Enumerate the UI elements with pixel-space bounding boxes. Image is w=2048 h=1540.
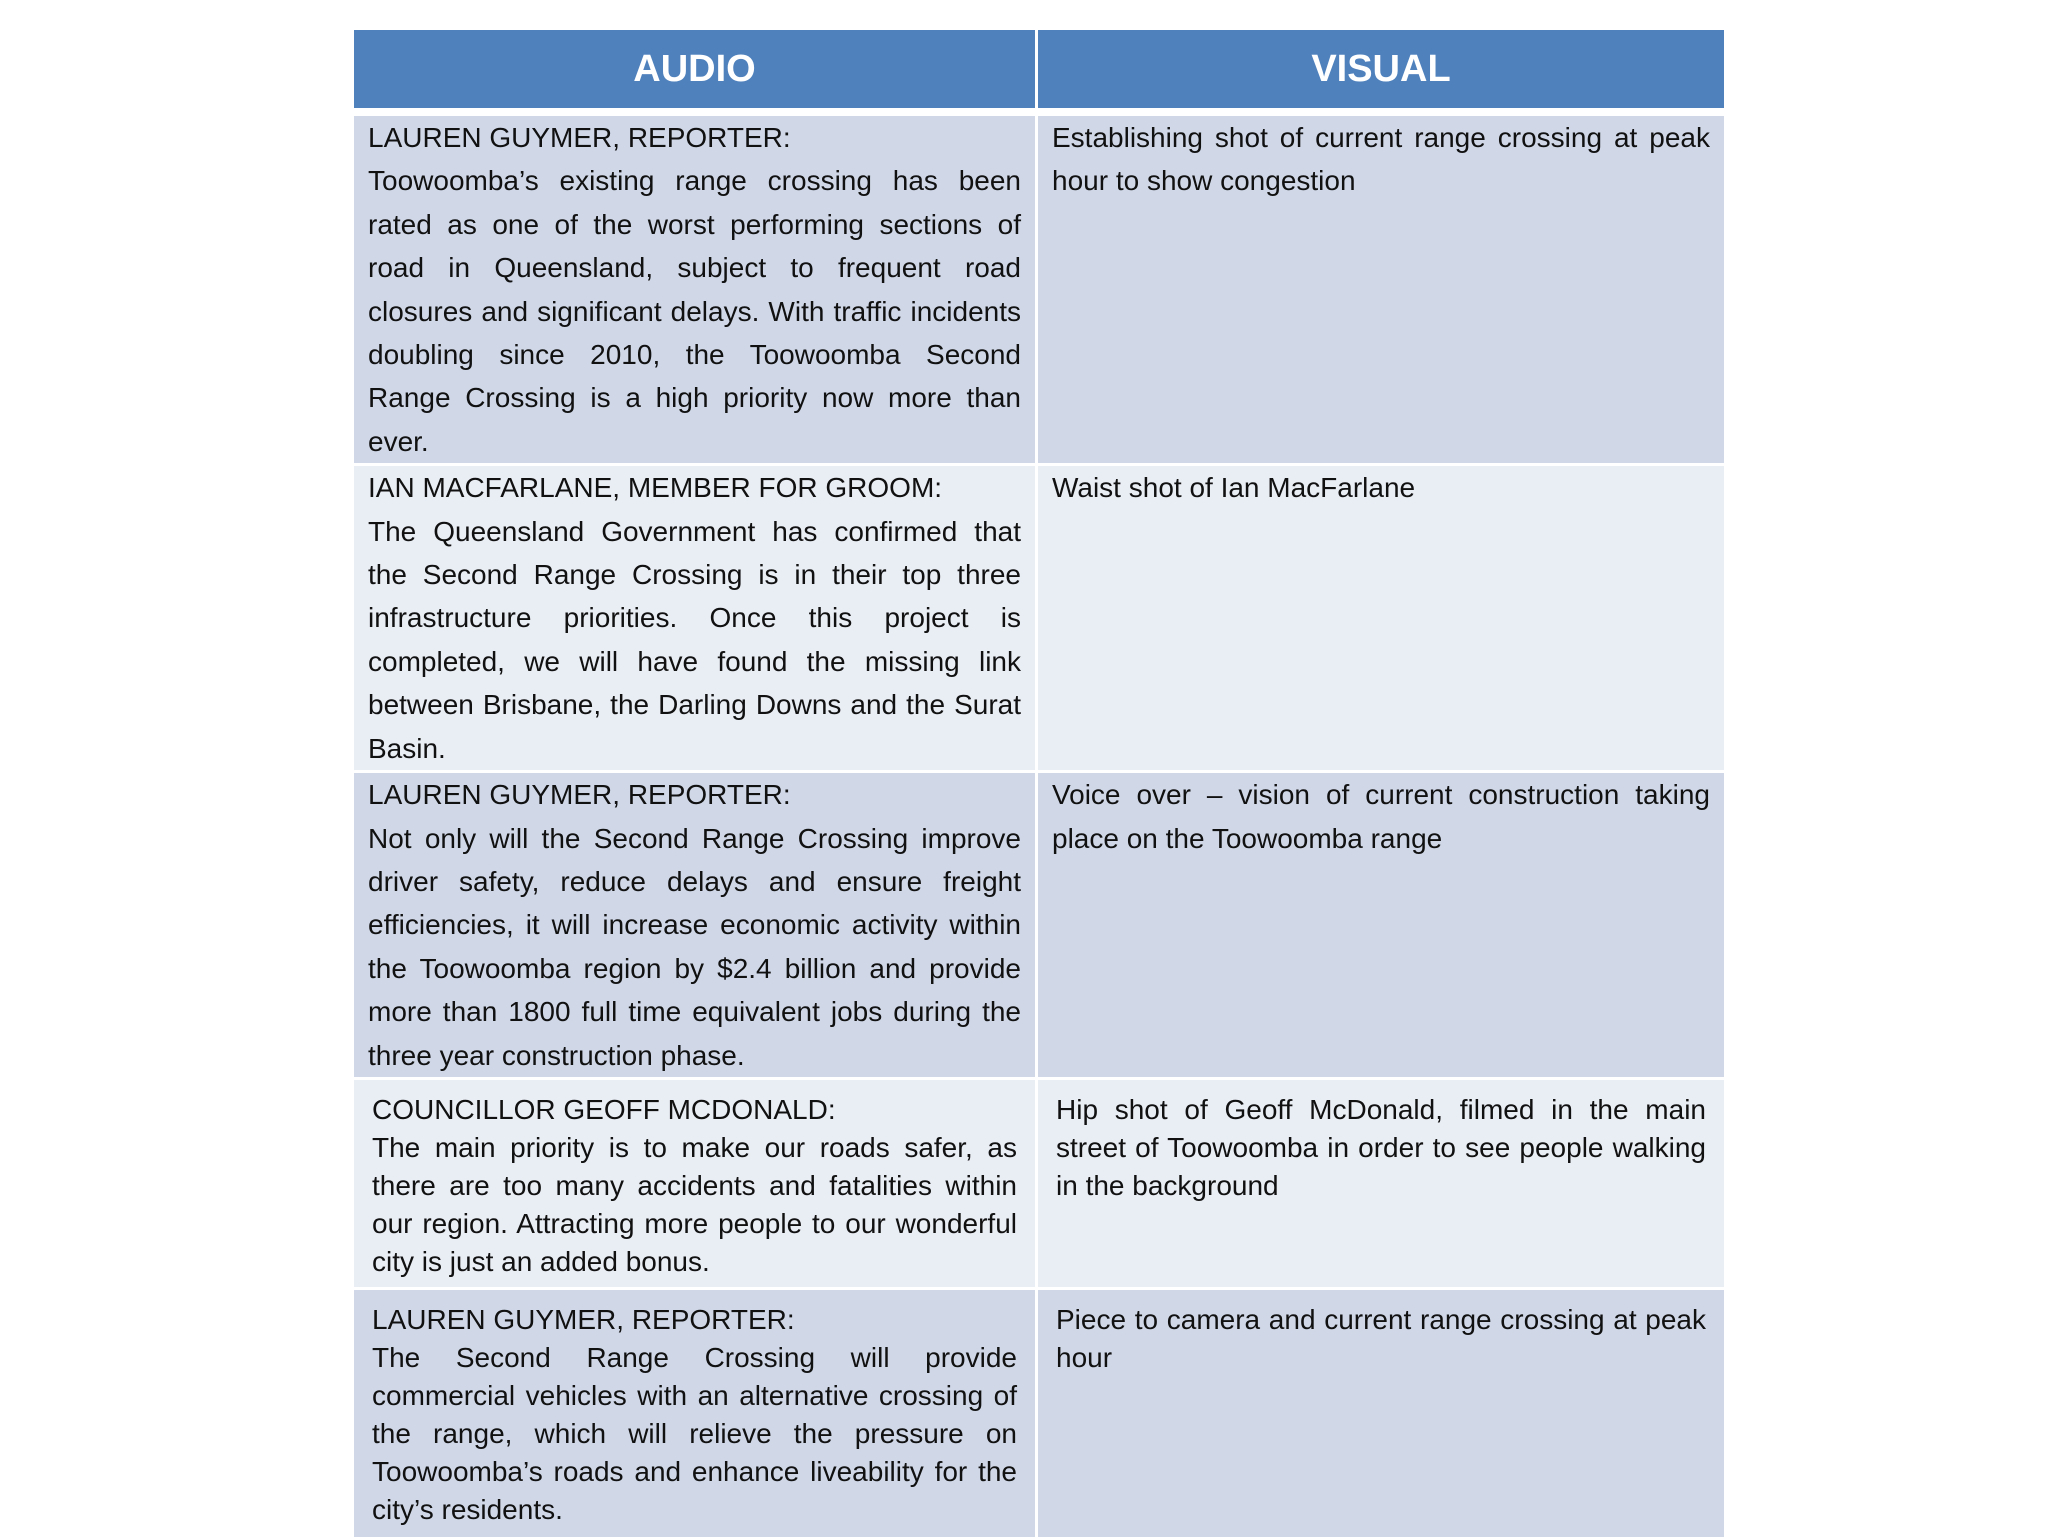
audio-cell [353,465,1037,772]
audio-text: The Second Range Crossing will provide commercial vehicles with an alternative crossing of the range, which will relieve the pressure on Toowoomba’s roads and enhance liveability for the city’s residents. [372,1341,1017,1525]
visual-column-header: VISUAL [1037,29,1726,113]
audio-cell [353,1078,1037,1288]
audio-text: Not only will the Second Range Crossing improve driver safety, reduce delays and ensure freight efficiencies, it will increase economic activity within the Toowoomba region by $2.4 billion and provide more than 1800 full time equivalent jobs during the three year construction phase. [368,822,1021,1071]
table-row [353,1288,1726,1538]
speaker-label: LAUREN GUYMER, REPORTER: [372,1303,795,1335]
audio-cell [353,1288,1037,1538]
table-row [353,772,1726,1079]
speaker-label: LAUREN GUYMER, REPORTER: [368,122,791,153]
visual-cell: Waist shot of Ian MacFarlane [1037,465,1726,772]
audio-text: The Queensland Government has confirmed that the Second Range Crossing is in their top three infrastructure priorities. Once this project is completed, we will have found the missing link between Brisbane, the Darling Downs and the Surat Basin. [368,515,1021,764]
speaker-label: LAUREN GUYMER, REPORTER: [368,779,791,811]
visual-cell: Voice over – vision of current construction taking place on the Toowoomba range [1037,772,1726,1079]
script-table [351,27,1727,1540]
visual-cell: Hip shot of Geoff McDonald, filmed in the main street of Toowoomba in order to see people walking in the background [1037,1078,1726,1288]
speaker-label: IAN MACFARLANE, MEMBER FOR GROOM: [368,472,943,504]
table-row [353,112,1726,465]
visual-cell: Establishing shot of current range crossing at peak hour to show congestion [1037,112,1726,465]
audio-cell [353,112,1037,465]
speaker-label: COUNCILLOR GEOFF MCDONALD: [372,1093,836,1125]
audio-text: Toowoomba’s existing range crossing has been rated as one of the worst performing sections of road in Queensland, subject to frequent road closures and significant delays. With traffic incidents doubling since 2010, the Toowoomba Second Range Crossing is a high priority now more than ever. [368,165,1021,457]
table-row [353,1078,1726,1288]
audio-cell [353,772,1037,1079]
audio-text: The main priority is to make our roads safer, as there are too many accidents and fatalities within our region. Attracting more people to our wonderful city is just an added bonus. [372,1131,1017,1277]
audio-column-header: AUDIO [353,29,1037,113]
table-row [353,465,1726,772]
header-row [353,29,1726,113]
visual-cell: Piece to camera and current range crossing at peak hour [1037,1288,1726,1538]
